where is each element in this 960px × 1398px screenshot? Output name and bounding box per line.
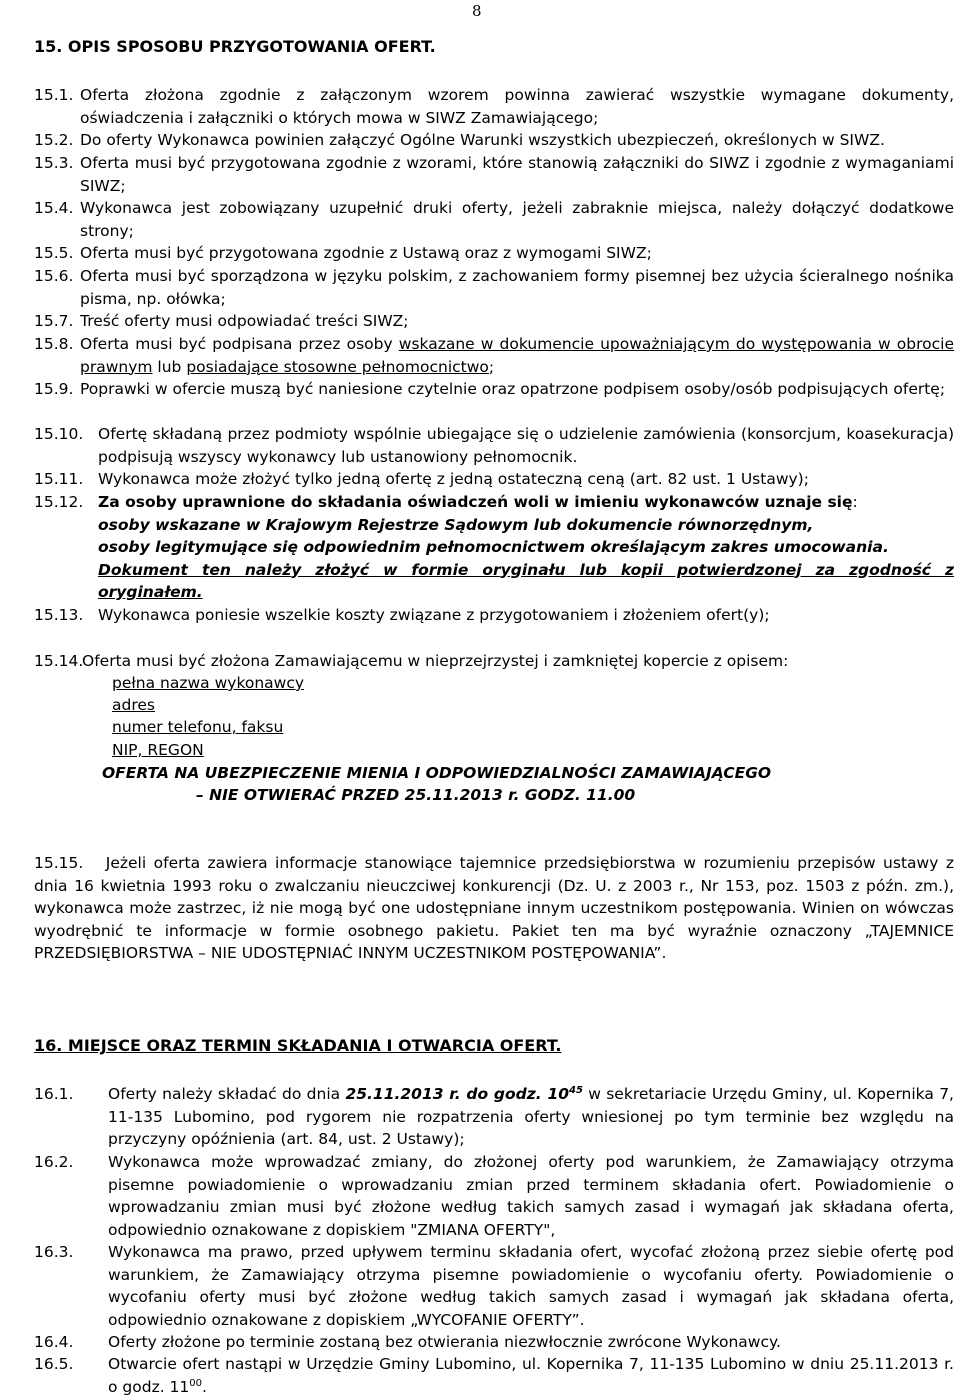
item-text: Oferta złożona zgodnie z załączonym wzorem powinna zawierać wszystkie wymagane dokumenty, oświadczenia i załączniki o których mowa w SIWZ Zamawiającego; xyxy=(80,86,954,127)
item-text: Jeżeli oferta zawiera informacje stanowiące tajemnice przedsiębiorstwa w rozumieniu przepisów ustawy z dnia 16 kwietnia 1993 roku o zwalczaniu nieuczciwej konkurencji (Dz. U. z 2003 r., Nr 153, poz. 1503 z późn. zm.), wykonawca może zastrzec, iż nie mogą być one udostępniane innym uczestnikom postępowania. Winien on wówczas wyodrębnić te informacje w formie osobnego pakietu. Pakiet ten ma być wyraźnie oznaczony „TAJEMNICE PRZEDSIĘBIORSTWA – NIE UDOSTĘPNIAĆ INNYM UCZESTNIKOM POSTĘPOWANIA”. xyxy=(34,854,954,962)
item-number: 15.1. xyxy=(34,86,74,104)
item-text: Wykonawca może wprowadzać zmiany, do złożonej oferty pod warunkiem, że Zamawiający otrzyma pisemne powiadomienie o wprowadzaniu zmian przed terminem składania ofert. Powiadomienie o wprowadzaniu zmian musi być złożone według takich samych zasad i wymagań jak składana oferta, odpowiednio oznakowane z dopiskiem "ZMIANA OFERTY", xyxy=(108,1153,954,1239)
item-number: 15.6. xyxy=(34,267,74,285)
item-text: Oferta musi być sporządzona w języku polskim, z zachowaniem formy pisemnej bez użycia ścieralnego nośnika pisma, np. ołówka; xyxy=(80,267,954,308)
item-number: 15.9. xyxy=(34,380,74,398)
item-number: 15.14. xyxy=(34,652,84,670)
list-item-15-13 xyxy=(34,604,954,627)
list-item-16-4 xyxy=(34,1331,954,1354)
item-text: Treść oferty musi odpowiadać treści SIWZ; xyxy=(80,312,409,330)
emphasis-line: Dokument ten należy złożyć w formie oryginału lub kopii potwierdzonej za zgodność z oryginałem. xyxy=(98,560,954,601)
time-superscript: 45 xyxy=(569,1084,583,1096)
envelope-title: OFERTA NA UBEZPIECZENIE MIENIA I ODPOWIEDZIALNOŚCI ZAMAWIAJĄCEGO xyxy=(102,764,772,782)
item-text: Otwarcie ofert nastąpi w Urzędzie Gminy Lubomino, ul. Kopernika 7, 11-135 Lubomino w dniu 25.11.2013 r. o godz. $11^{00}$. xyxy=(108,1355,954,1396)
list-item-15-11 xyxy=(34,468,954,491)
section-16-title: 16. MIEJSCE ORAZ TERMIN SKŁADANIA I OTWARCIA OFERT. xyxy=(34,1036,562,1055)
section-15-title: 15. OPIS SPOSOBU PRZYGOTOWANIA OFERT. xyxy=(34,37,436,56)
list-item-15-9 xyxy=(34,378,954,401)
deadline-date: 25.11.2013 r. do godz. 10 xyxy=(345,1085,570,1103)
item-heading: Za osoby uprawnione do składania oświadczeń woli w imieniu wykonawców uznaje się: xyxy=(98,493,858,511)
item-text xyxy=(98,491,954,604)
list-item-16-3 xyxy=(34,1241,954,1331)
item-number: 15.11. xyxy=(34,470,84,488)
item-text: Do oferty Wykonawca powinien załączyć Ogólne Warunki wszystkich ubezpieczeń, określonych w SIWZ. xyxy=(80,131,885,149)
item-number: 15.7. xyxy=(34,312,74,330)
item-text: Oferty złożone po terminie zostaną bez otwierania niezwłocznie zwrócone Wykonawcy. xyxy=(108,1333,781,1351)
emphasis-line: osoby wskazane w Krajowym Rejestrze Sądowym lub dokumencie równorzędnym, xyxy=(98,515,814,534)
item-number: 15.15. xyxy=(34,854,84,872)
item-number: 16.2. xyxy=(34,1153,74,1171)
list-item-15-15 xyxy=(34,852,954,965)
list-item-15-2 xyxy=(34,129,954,152)
envelope-subtitle: – NIE OTWIERAĆ PRZED 25.11.2013 r. GODZ. 11.00 xyxy=(196,786,636,804)
item-number: 15.13. xyxy=(34,606,84,624)
item-text: Wykonawca może złożyć tylko jedną ofertę z jedną ostateczną ceną (art. 82 ust. 1 Ustawy); xyxy=(98,470,809,488)
envelope-line: adres xyxy=(112,696,155,714)
item-text: Wykonawca ma prawo, przed upływem terminu składania ofert, wycofać złożoną przez siebie ofertę pod warunkiem, że Zamawiający otrzyma pisemne powiadomienie o wycofaniu oferty. Powiadomienie o wycofaniu oferty musi być złożone według takich samych zasad i wymagań jak składana oferta, odpowiednio oznakowane z dopiskiem „WYCOFANIE OFERTY”. xyxy=(108,1243,954,1329)
list-item-15-1 xyxy=(34,84,954,129)
item-number: 16.4. xyxy=(34,1333,74,1351)
item-number: 15.10. xyxy=(34,425,84,443)
item-number: 15.4. xyxy=(34,199,74,217)
envelope-line: numer telefonu, faksu xyxy=(112,718,284,736)
item-text: Poprawki w ofercie muszą być naniesione czytelnie oraz opatrzone podpisem osoby/osób podpisujących ofertę; xyxy=(80,380,946,398)
list-item-15-14 xyxy=(34,650,954,673)
item-text: Oferta musi być przygotowana zgodnie z wzorami, które stanowią załączniki do SIWZ i zgodnie z wymaganiami SIWZ; xyxy=(80,154,954,195)
page-number: 8 xyxy=(472,2,482,20)
item-number: 15.3. xyxy=(34,154,74,172)
item-number: 16.3. xyxy=(34,1243,74,1261)
emphasis-line: osoby legitymujące się odpowiednim pełnomocnictwem określającym zakres umocowania. xyxy=(98,538,889,556)
item-text: Oferty należy składać do dnia 25.11.2013 r. do godz. $10^{45}$ w sekretariacie Urzędu Gminy, ul. Kopernika 7, 11-135 Lubomino, pod rygorem nie rozpatrzenia oferty wniesionej po tym terminie bez względu na przyczyny opóźnienia (art. 84, ust. 2 Ustawy); xyxy=(108,1084,954,1148)
list-item-15-5 xyxy=(34,242,954,265)
item-text: Oferta musi być złożona Zamawiającemu w nieprzejrzystej i zamkniętej kopercie z opisem: xyxy=(82,652,789,670)
envelope-line: NIP, REGON xyxy=(112,741,204,759)
list-item-15-4 xyxy=(34,197,954,242)
list-item-15-12 xyxy=(34,491,954,604)
text-run: lub xyxy=(152,357,187,376)
text-run: ; xyxy=(488,357,495,376)
list-item-15-8 xyxy=(34,333,954,378)
item-text: Wykonawca poniesie wszelkie koszty związane z przygotowaniem i złożeniem ofert(y); xyxy=(98,606,770,624)
item-number: 15.2. xyxy=(34,131,74,149)
item-text xyxy=(80,333,954,378)
list-item-15-10 xyxy=(34,423,954,468)
item-number: 15.5. xyxy=(34,244,74,262)
list-item-15-6 xyxy=(34,265,954,310)
list-item-16-2 xyxy=(34,1151,954,1241)
item-number: 16.5. xyxy=(34,1355,74,1373)
underlined-text: wskazane w dokumencie upoważniającym do występowania w obrocie prawnym xyxy=(80,335,954,376)
item-text: Ofertę składaną przez podmioty wspólnie ubiegające się o udzielenie zamówienia (konsorcjum, koasekuracja) podpisują wszyscy wykonawcy lub ustanowiony pełnomocnik. xyxy=(98,425,954,466)
list-item-16-5 xyxy=(34,1353,954,1398)
item-number: 15.8. xyxy=(34,335,74,353)
envelope-line: pełna nazwa wykonawcy xyxy=(112,674,305,692)
underlined-text: posiadające stosowne pełnomocnictwo xyxy=(186,357,489,376)
item-text: Oferta musi być przygotowana zgodnie z Ustawą oraz z wymogami SIWZ; xyxy=(80,244,652,262)
item-text: Wykonawca jest zobowiązany uzupełnić druki oferty, jeżeli zabraknie miejsca, należy dołączyć dodatkowe strony; xyxy=(80,199,954,240)
list-item-15-3 xyxy=(34,152,954,197)
item-number: 16.1. xyxy=(34,1085,74,1103)
list-item-16-1 xyxy=(34,1083,954,1151)
item-number: 15.12. xyxy=(34,493,84,511)
list-item-15-7 xyxy=(34,310,954,333)
text-run: Oferta musi być podpisana przez osoby xyxy=(80,335,399,353)
time-superscript: 00 xyxy=(189,1377,203,1389)
